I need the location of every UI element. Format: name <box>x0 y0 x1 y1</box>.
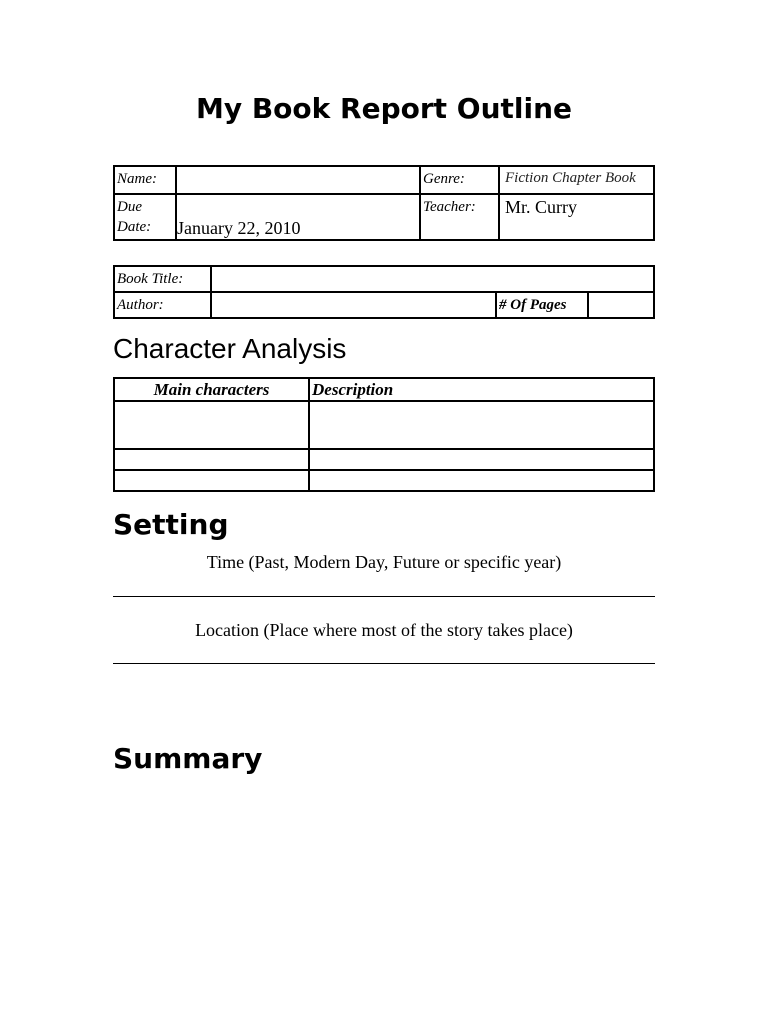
col-main-characters: Main characters <box>114 378 309 401</box>
location-prompt: Location (Place where most of the story takes place) <box>195 620 573 640</box>
due-date-value: January 22, 2010 <box>177 218 301 238</box>
description-cell[interactable] <box>309 470 654 491</box>
teacher-field[interactable]: Mr. Curry <box>499 194 654 240</box>
character-cell[interactable] <box>114 470 309 491</box>
character-cell[interactable] <box>114 449 309 470</box>
description-cell[interactable] <box>309 449 654 470</box>
due-label-line2: Date: <box>117 219 152 235</box>
character-analysis-heading: Character Analysis <box>113 333 347 364</box>
genre-label: Genre: <box>420 166 499 194</box>
info-table <box>113 165 655 241</box>
setting-heading: Setting <box>113 508 229 541</box>
pages-label: # Of Pages <box>496 292 588 318</box>
location-answer-line[interactable] <box>113 663 655 664</box>
character-cell[interactable] <box>114 401 309 449</box>
author-label: Author: <box>114 292 211 318</box>
col-description: Description <box>309 378 654 401</box>
summary-heading: Summary <box>113 742 263 775</box>
page-title: My Book Report Outline <box>195 92 573 125</box>
due-date-field[interactable] <box>176 194 420 240</box>
character-table <box>113 377 655 492</box>
time-answer-line[interactable] <box>113 596 655 597</box>
name-label: Name: <box>114 166 176 194</box>
book-title-field[interactable] <box>211 266 654 292</box>
book-table <box>113 265 655 319</box>
due-date-label <box>114 194 176 240</box>
pages-field[interactable] <box>588 292 654 318</box>
teacher-label: Teacher: <box>420 194 499 240</box>
time-prompt: Time (Past, Modern Day, Future or specific year) <box>206 552 562 572</box>
description-cell[interactable] <box>309 401 654 449</box>
due-label-line1: Due <box>117 199 142 215</box>
author-field[interactable] <box>211 292 496 318</box>
name-field[interactable] <box>176 166 420 194</box>
genre-field[interactable]: Fiction Chapter Book <box>499 166 654 194</box>
book-title-label: Book Title: <box>114 266 211 292</box>
